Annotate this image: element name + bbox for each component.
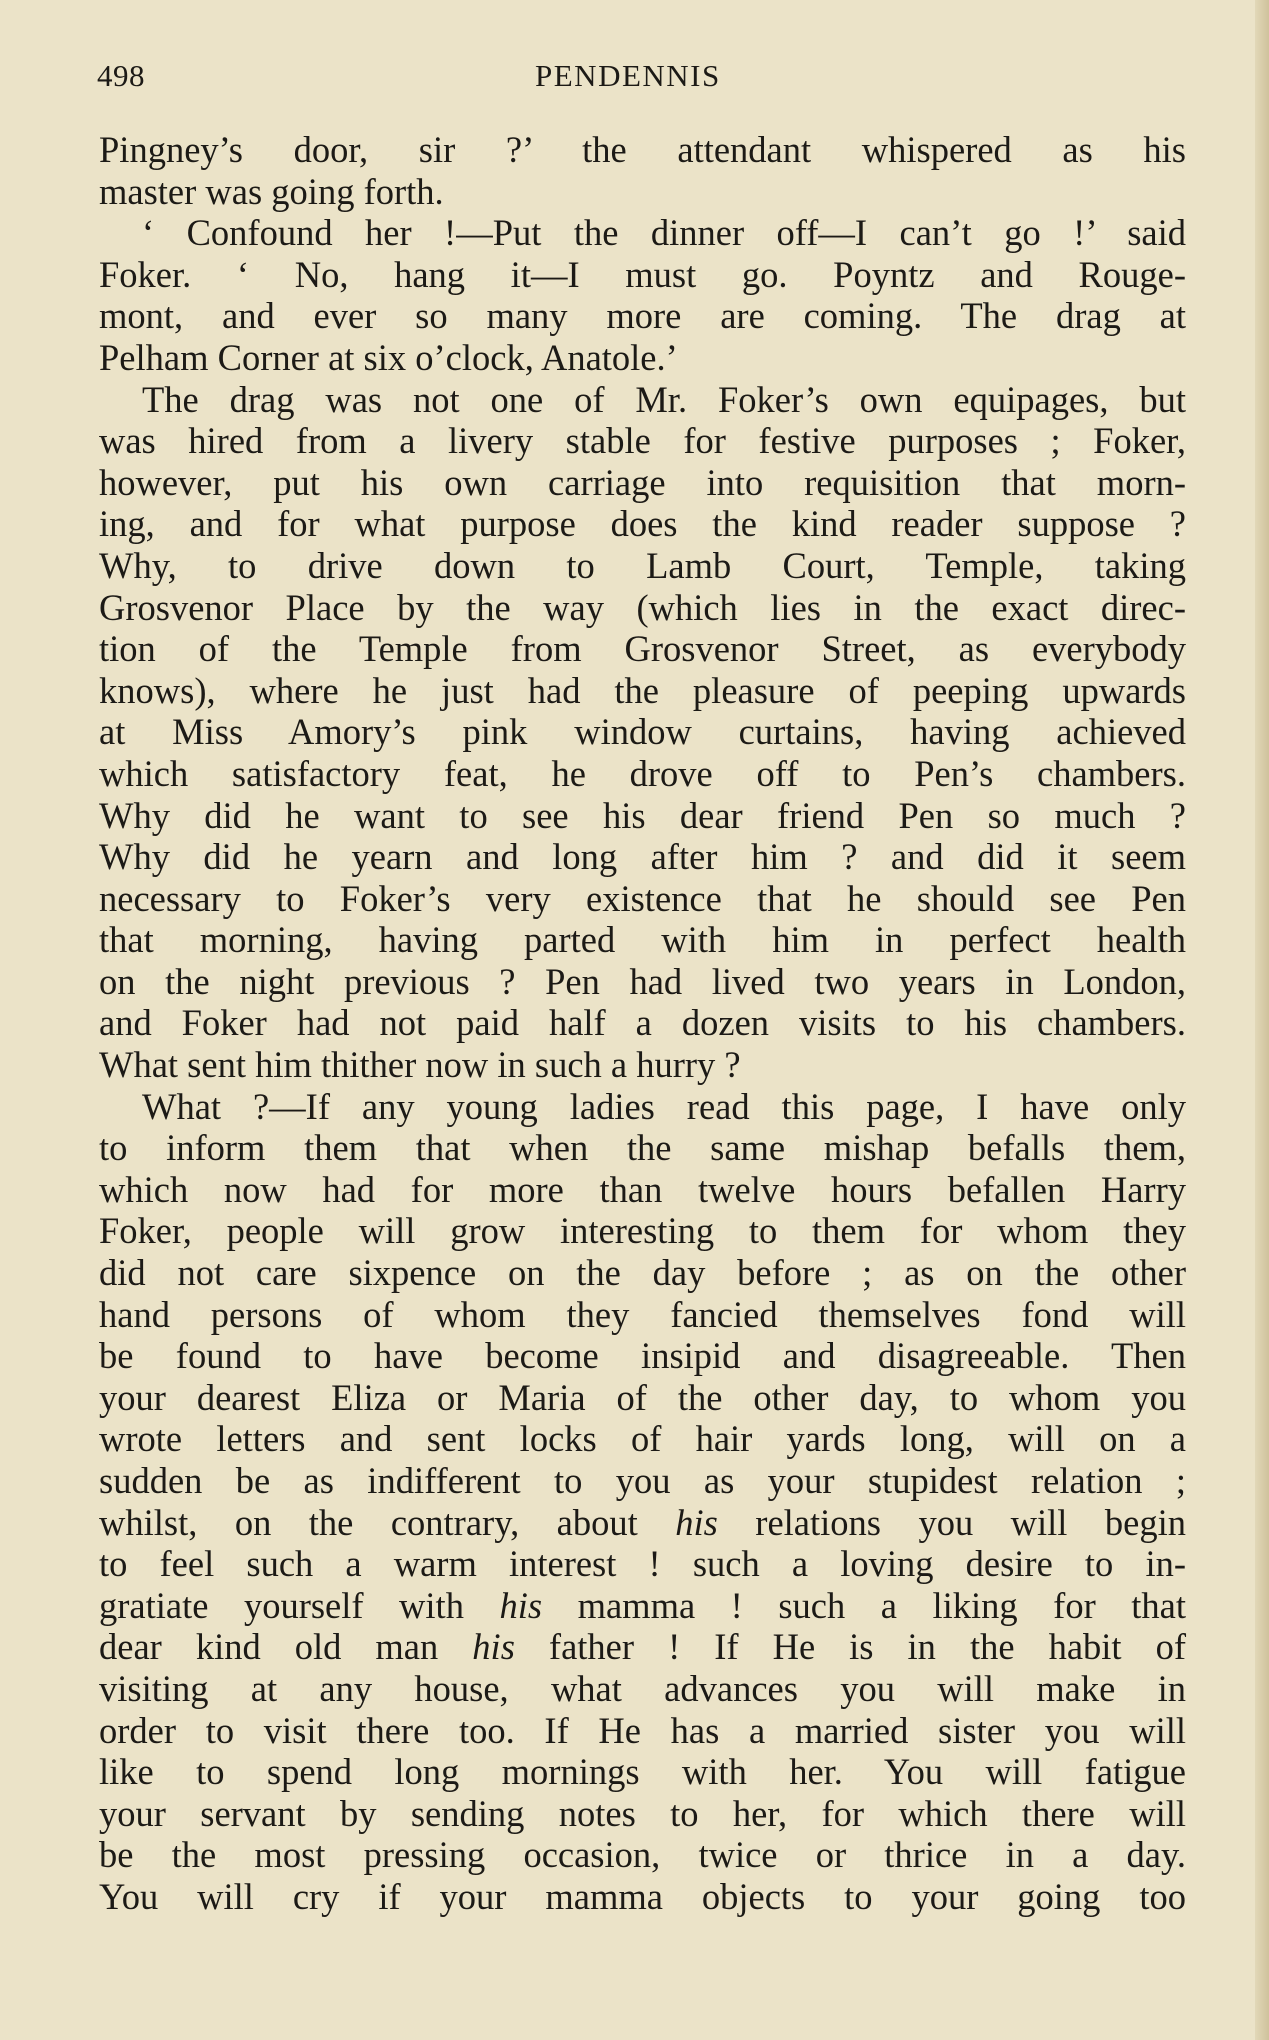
text-line: visiting at any house, what advances you will make in (99, 1667, 1186, 1709)
text-line: Foker, people will grow interesting to them for whom they (99, 1210, 1186, 1252)
text-line: did not care sixpence on the day before ; as on the other (99, 1252, 1186, 1294)
italic-word: his (499, 1584, 543, 1626)
text-line: be found to have become insipid and disagreeable. Then (99, 1335, 1186, 1377)
text-run: whilst, on the contrary, about (99, 1501, 676, 1543)
text-line: knows), where he just had the pleasure of peeping upwards (99, 669, 1186, 711)
text-line: on the night previous ? Pen had lived two years in London, (99, 960, 1186, 1002)
running-head: PENDENNIS (535, 58, 721, 93)
text-line: your servant by sending notes to her, for which there will (99, 1792, 1186, 1834)
text-line: The drag was not one of Mr. Foker’s own equipages, but (142, 378, 1186, 420)
text-line: to inform them that when the same mishap befalls them, (99, 1127, 1186, 1169)
text-line: What sent him thither now in such a hurry ? (99, 1044, 741, 1086)
text-line: sudden be as indifferent to you as your stupidest relation ; (99, 1460, 1186, 1501)
text-run: dear kind old man (99, 1626, 473, 1668)
text-line (99, 1502, 1186, 1544)
text-line: Foker. ‘ No, hang it—I must go. Poyntz and Rouge- (99, 253, 1186, 295)
text-run: mamma ! such a liking for that (542, 1584, 1186, 1626)
italic-word: his (472, 1626, 515, 1668)
text-line: ing, and for what purpose does the kind reader suppose ? (99, 503, 1186, 545)
text-line: however, put his own carriage into requisition that morn- (99, 461, 1186, 503)
text-line: wrote letters and sent locks of hair yards long, will on a (99, 1418, 1186, 1460)
text-line: and Foker had not paid half a dozen visits to his chambers. (99, 1002, 1186, 1044)
text-line: hand persons of whom they fancied themselves fond will (99, 1293, 1186, 1335)
text-line (99, 1626, 1186, 1668)
text-run: gratiate yourself with (99, 1584, 500, 1626)
page-edge (1255, 0, 1269, 2040)
text-line: Why did he yearn and long after him ? and did it seem (99, 836, 1186, 878)
text-line: like to spend long mornings with her. You will fatigue (99, 1751, 1186, 1793)
text-line: that morning, having parted with him in perfect health (99, 919, 1186, 961)
text-line: necessary to Foker’s very existence that he should see Pen (99, 877, 1186, 919)
text-line: Why, to drive down to Lamb Court, Temple, taking (99, 544, 1186, 586)
text-line: You will cry if your mamma objects to your going too (99, 1875, 1186, 1917)
text-line (99, 1585, 1186, 1627)
text-line: was hired from a livery stable for festive purposes ; Foker, (99, 420, 1186, 462)
text-line: tion of the Temple from Grosvenor Street, as everybody (99, 628, 1186, 670)
text-run: relations you will begin (717, 1501, 1186, 1543)
text-line: What ?—If any young ladies read this page, I have only (142, 1085, 1186, 1127)
page-number: 498 (97, 58, 145, 93)
text-line: which satisfactory feat, he drove off to Pen’s chambers. (99, 752, 1186, 794)
text-line: at Miss Amory’s pink window curtains, having achieved (99, 711, 1186, 753)
text-line: Pingney’s door, sir ?’ the attendant whispered as his (99, 129, 1186, 170)
text-line: Why did he want to see his dear friend Pen so much ? (99, 794, 1186, 836)
text-line: to feel such a warm interest ! such a loving desire to in- (99, 1543, 1186, 1585)
text-run: father ! If He is in the habit of (514, 1626, 1186, 1668)
text-line: mont, and ever so many more are coming. The drag at (99, 295, 1186, 337)
text-line: Grosvenor Place by the way (which lies in the exact direc- (99, 586, 1186, 628)
text-line: Pelham Corner at six o’clock, Anatole.’ (99, 336, 678, 378)
text-line: be the most pressing occasion, twice or thrice in a day. (99, 1834, 1186, 1876)
body-text (99, 129, 1186, 1929)
text-line: order to visit there too. If He has a married sister you will (99, 1709, 1186, 1751)
italic-word: his (675, 1501, 718, 1543)
page-header (97, 50, 1177, 110)
text-line: ‘ Confound her !—Put the dinner off—I can’t go !’ said (142, 212, 1186, 254)
text-line: master was going forth. (99, 170, 444, 212)
text-line: which now had for more than twelve hours befallen Harry (99, 1168, 1186, 1210)
text-line: your dearest Eliza or Maria of the other day, to whom you (99, 1376, 1186, 1418)
